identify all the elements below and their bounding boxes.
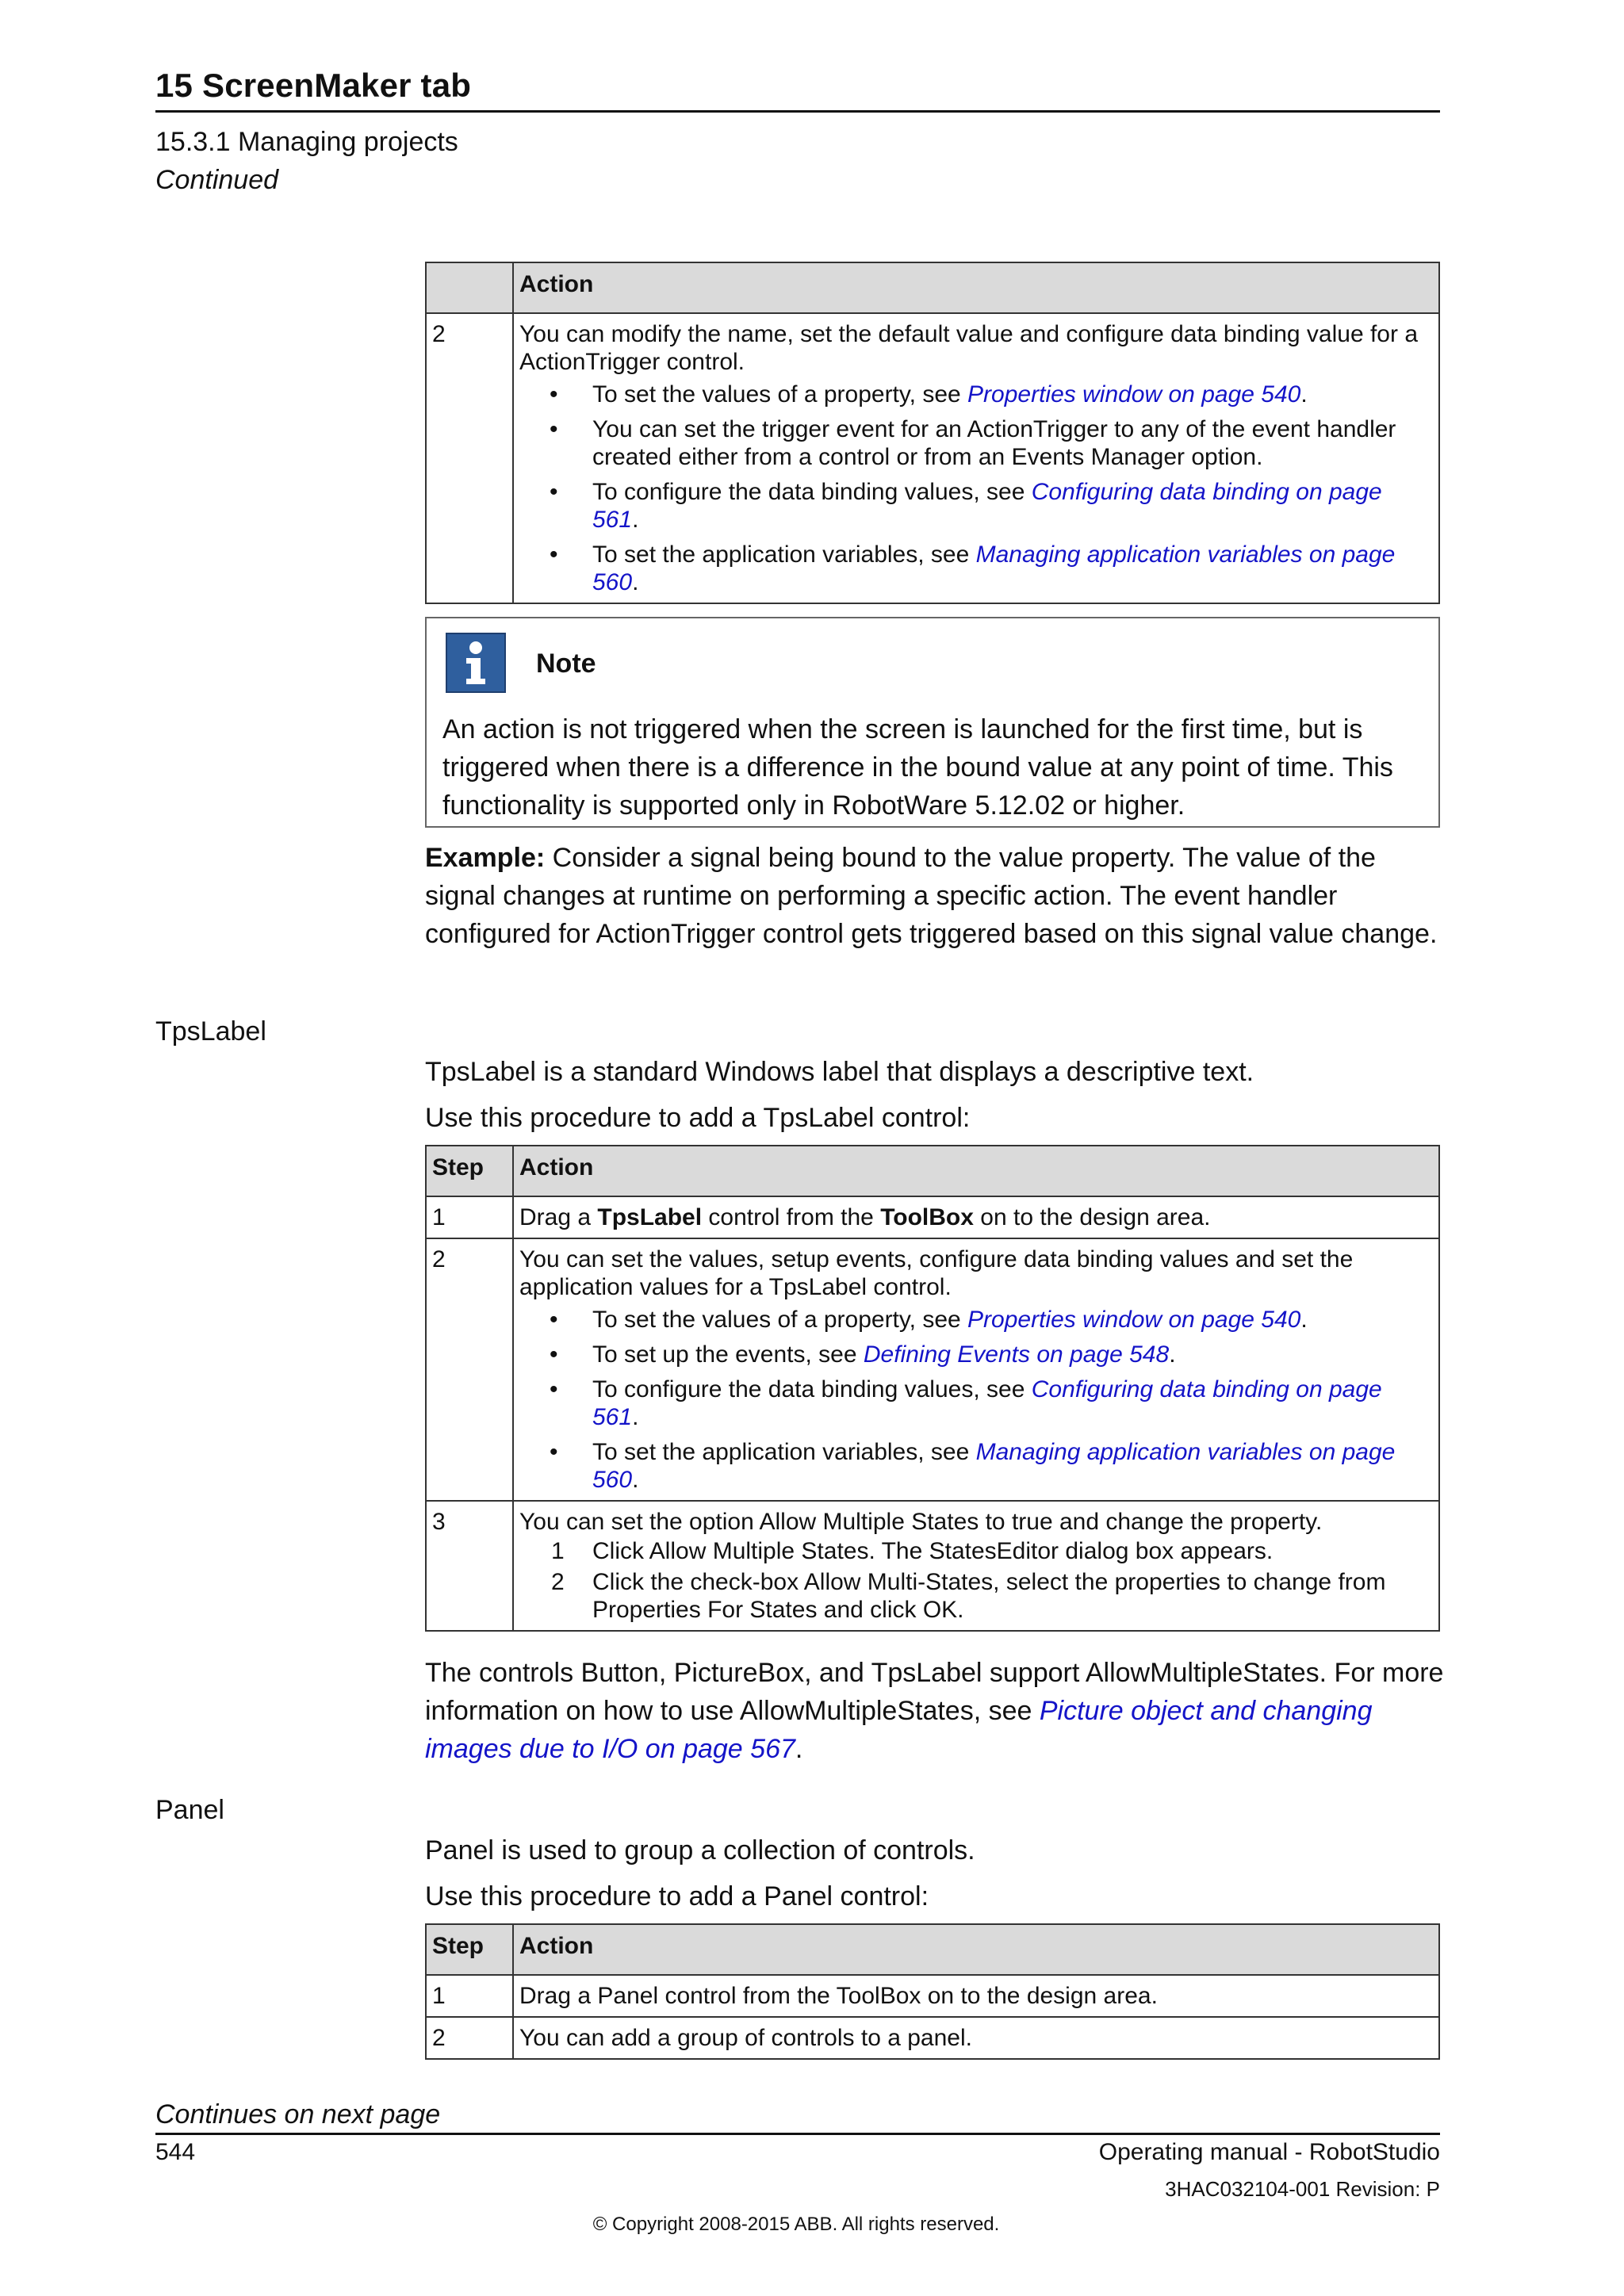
document-id: 3HAC032104-001 Revision: P [1165,2177,1440,2201]
link-defining-events[interactable]: Defining Events on page 548 [863,1341,1170,1368]
info-icon [446,633,506,693]
tpslabel-steps-table [425,1145,1440,1632]
note-title: Note [536,649,596,679]
list-item: • To configure the data binding values, see Configuring data binding on page 561. [550,1376,1382,1430]
section-title: 15.3.1 Managing projects [155,127,458,157]
note-body: An action is not triggered when the screen is launched for the first time, but is triggered when there is a difference in the bound value at any point of time. This functionality is supported only in RobotWare 5.12.02 or higher. [442,714,1393,821]
allowmultiplestates-paragraph: The controls Button, PictureBox, and TpsLabel support AllowMultipleStates. For more information on how to use AllowMultipleStates, see Picture object and changing images due to I/O on page 567. [425,1658,1444,1764]
column-header-step: Step [426,1924,513,1975]
link-managing-application-variables[interactable]: Managing application variables on page 560 [592,1439,1396,1493]
list-item: • To set up the events, see Defining Events on page 548. [550,1341,1176,1368]
column-header-action: Action [513,1924,1439,1975]
step-number: 1 [426,1975,513,2017]
table-header-row [426,262,1439,313]
list-item: • You can set the trigger event for an ActionTrigger to any of the event handler created either from a control or from an Events Manager option. [550,416,1396,470]
link-picture-object[interactable]: Picture object and changing images due to I/O on page 567 [425,1696,1373,1764]
copyright: © Copyright 2008-2015 ABB. All rights reserved. [592,2214,1000,2235]
step-action [513,1238,1439,1501]
step-action [513,1501,1439,1631]
step-number: 2 [426,2017,513,2059]
step-number: 2 [426,1238,513,1501]
link-properties-window[interactable]: Properties window on page 540 [967,1307,1301,1333]
tpslabel-description: TpsLabel is a standard Windows label that displays a descriptive text. [425,1057,1254,1087]
column-header-action: Action [513,1146,1439,1196]
step-number: 3 [426,1501,513,1631]
side-heading-tpslabel: TpsLabel [155,1016,266,1047]
table-header-row [426,1146,1439,1196]
panel-steps-table [425,1923,1440,2060]
footer-rule [155,2133,1440,2135]
continues-on-next-page: Continues on next page [155,2099,441,2130]
continued-label: Continued [155,165,279,195]
panel-description: Panel is used to group a collection of controls. [425,1835,975,1866]
table-row [426,1196,1439,1238]
page-number: 544 [155,2139,196,2165]
panel-procedure-intro: Use this procedure to add a Panel control: [425,1881,929,1911]
step-action: Drag a Panel control from the ToolBox on to the design area. [513,1975,1439,2017]
list-item: • To configure the data binding values, see Configuring data binding on page 561. [550,479,1382,533]
manual-title: Operating manual - RobotStudio [1098,2139,1440,2165]
step-action: You can add a group of controls to a panel. [513,2017,1439,2059]
list-item: 2 Click the check-box Allow Multi-States, select the properties to change from Properties For States and click OK. [551,1569,1386,1623]
chapter-title: 15 ScreenMaker tab [155,67,472,104]
actiontrigger-steps-table [425,262,1440,604]
link-configuring-data-binding[interactable]: Configuring data binding on page 561 [592,1376,1382,1430]
step-intro: You can set the option Allow Multiple States to true and change the property. [519,1509,1323,1535]
link-properties-window[interactable]: Properties window on page 540 [967,381,1301,408]
step-number: 2 [426,313,513,603]
side-heading-panel: Panel [155,1795,224,1825]
list-item: • To set the values of a property, see Properties window on page 540. [550,1307,1308,1333]
example-label: Example: [425,843,546,873]
step-action [513,313,1439,603]
list-item: 1 Click Allow Multiple States. The StatesEditor dialog box appears. [551,1538,1274,1564]
table-row [426,2017,1439,2059]
step-number: 1 [426,1196,513,1238]
tpslabel-procedure-intro: Use this procedure to add a TpsLabel control: [425,1103,971,1133]
column-header-step [426,262,513,313]
bullet-list [519,381,1433,596]
table-row [426,1238,1439,1501]
link-configuring-data-binding[interactable]: Configuring data binding on page 561 [592,479,1382,533]
table-row [426,313,1439,603]
list-item: • To set the values of a property, see Properties window on page 540. [550,381,1308,408]
column-header-step: Step [426,1146,513,1196]
header-rule [155,110,1440,113]
table-row [426,1975,1439,2017]
step-action: Drag a TpsLabel control from the ToolBox on to the design area. [513,1196,1439,1238]
table-row [426,1501,1439,1631]
link-managing-application-variables[interactable]: Managing application variables on page 560 [592,541,1396,595]
list-item: • To set the application variables, see Managing application variables on page 560. [550,1439,1396,1493]
column-header-action: Action [513,262,1439,313]
numbered-list [519,1537,1433,1624]
example-paragraph: Example: Consider a signal being bound to the value property. The value of the signal changes at runtime on performing a specific action. The event handler configured for ActionTrigger control gets triggered based on this signal value change. [425,843,1438,949]
step-intro: You can modify the name, set the default value and configure data binding value for a ActionTrigger control. [519,321,1418,375]
step-intro: You can set the values, setup events, configure data binding values and set the application values for a TpsLabel control. [519,1246,1354,1300]
bullet-list [519,1306,1433,1494]
table-header-row [426,1924,1439,1975]
note-box [425,617,1440,828]
list-item: • To set the application variables, see Managing application variables on page 560. [550,541,1396,595]
